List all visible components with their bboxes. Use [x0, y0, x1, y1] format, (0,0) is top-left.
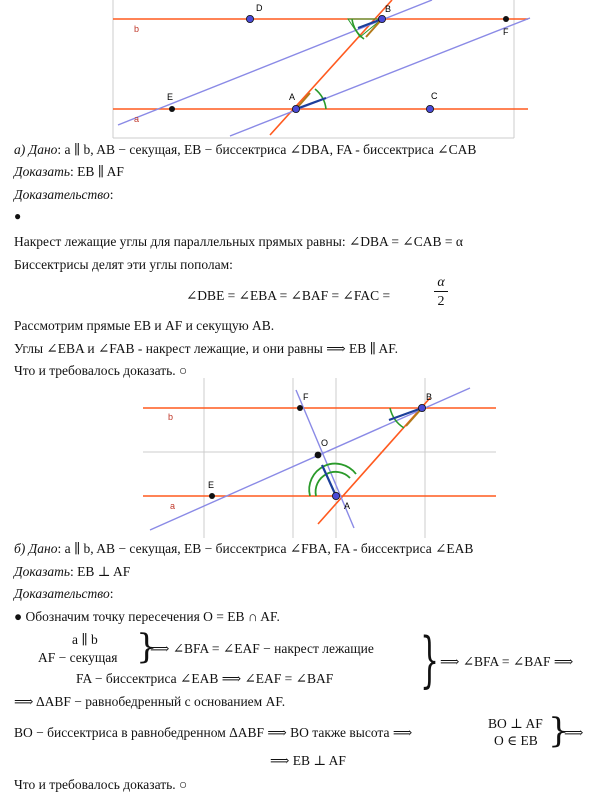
prove-b-text: : EB ⊥ AF [69, 564, 131, 579]
label-a2: A [344, 501, 351, 511]
bisector-af [230, 18, 530, 136]
proof-b-line5: Что и требовалось доказать. ○ [14, 777, 188, 792]
brace-close-1: } [136, 627, 158, 667]
system1-line-b: AF − секущая [38, 650, 118, 665]
given-b-text: : a ∥ b, AB − секущая, EB − биссектриса ∠FBA, FA - биссектриса ∠EAB [57, 541, 474, 556]
system3-result: ⟹ [564, 725, 584, 740]
given-b-label: б) Дано [14, 541, 58, 556]
point-o [315, 452, 322, 459]
proof-b-line4: ⟹ EB ⊥ AF [270, 753, 346, 768]
system3-line-a: BO ⊥ AF [488, 716, 543, 731]
grid [113, 0, 514, 138]
angle-mark-a2-inner [316, 472, 350, 496]
fraction-denominator: 2 [437, 294, 445, 309]
label-line-b2: b [168, 412, 174, 422]
point-b [378, 15, 385, 22]
point-b2 [418, 404, 425, 411]
system3-line-b: O ∈ EB [494, 733, 538, 748]
point-e [169, 106, 175, 112]
proof-a-line1: Накрест лежащие углы для параллельных прямых равны: ∠DBA = ∠CAB = α [14, 234, 463, 249]
prove-a-label: Доказать [14, 164, 70, 179]
prove-b-label: Доказать [14, 564, 70, 579]
given-a-text: : a ∥ b, AB − секущая, EB − биссектриса ∠DBA, FA - биссектриса ∠CAB [57, 142, 477, 157]
proof-b-label: Доказательство [14, 586, 110, 601]
brace-close-3: } [548, 711, 570, 751]
label-d: D [256, 3, 263, 13]
system2-line: FA − биссектриса ∠EAB ⟹ ∠EAF = ∠BAF [76, 671, 334, 686]
proof-a-line5: Что и требовалось доказать. ○ [14, 363, 188, 378]
label-b2: B [426, 392, 433, 402]
label-c: C [431, 91, 438, 101]
given-a-label: а) Дано [14, 142, 58, 157]
figure-b [0, 378, 600, 538]
prove-a [14, 164, 124, 180]
label-e: E [167, 92, 174, 102]
proof-a-label: Доказательство [14, 187, 110, 202]
label-a: A [289, 92, 296, 102]
label-f: F [503, 27, 509, 37]
given-a [14, 142, 476, 158]
proof-b-heading [14, 586, 113, 602]
proof-a-equation: ∠DBE = ∠EBA = ∠BAF = ∠FAC = [186, 288, 391, 303]
label-o: O [321, 438, 329, 448]
label-e2: E [208, 480, 215, 490]
proof-b-line2: ⟹ ΔABF − равнобедренный с основанием AF. [14, 694, 286, 709]
proof-a-line4: Углы ∠EBA и ∠FAB - накрест лежащие, и они равны ⟹ EB ∥ AF. [14, 341, 399, 356]
label-b: B [385, 4, 392, 14]
brace-close-2: } [420, 625, 440, 695]
figure-a [0, 0, 600, 140]
proof-b-line3: BO − биссектриса в равнобедренном ΔABF ⟹ BO также высота ⟹ [14, 725, 413, 740]
proof-b-colon: : [109, 586, 114, 601]
prove-a-text: : EB ∥ AF [69, 164, 124, 179]
point-d [246, 15, 253, 22]
point-a2 [332, 492, 339, 499]
proof-a-line2: Биссектрисы делят эти углы пополам: [14, 257, 233, 272]
label-line-a: a [134, 114, 140, 124]
point-c [426, 105, 433, 112]
label-f2: F [303, 392, 309, 402]
point-f2 [297, 405, 303, 411]
system1-line-a: a ∥ b [72, 632, 98, 647]
proof-b-line1: ● Обозначим точку пересечения O = EB ∩ AF. [14, 609, 280, 624]
point-a [292, 105, 299, 112]
prove-b [14, 564, 130, 580]
point-f [503, 16, 509, 22]
proof-a-colon: : [109, 187, 114, 202]
fraction-numerator: α [434, 274, 448, 292]
system1-result: ⟹ ∠BFA = ∠EAF − накрест лежащие [150, 641, 374, 656]
point-e2 [209, 493, 215, 499]
bullet-a: ● [14, 209, 22, 223]
proof-a-heading [14, 187, 113, 203]
proof-a-line3: Рассмотрим прямые EB и AF и секущую AB. [14, 318, 275, 333]
system-final: ⟹ ∠BFA = ∠BAF ⟹ [440, 654, 574, 669]
label-line-a2: a [170, 501, 176, 511]
secant-ab [270, 0, 392, 135]
label-line-b: b [134, 24, 140, 34]
given-b [14, 541, 473, 557]
